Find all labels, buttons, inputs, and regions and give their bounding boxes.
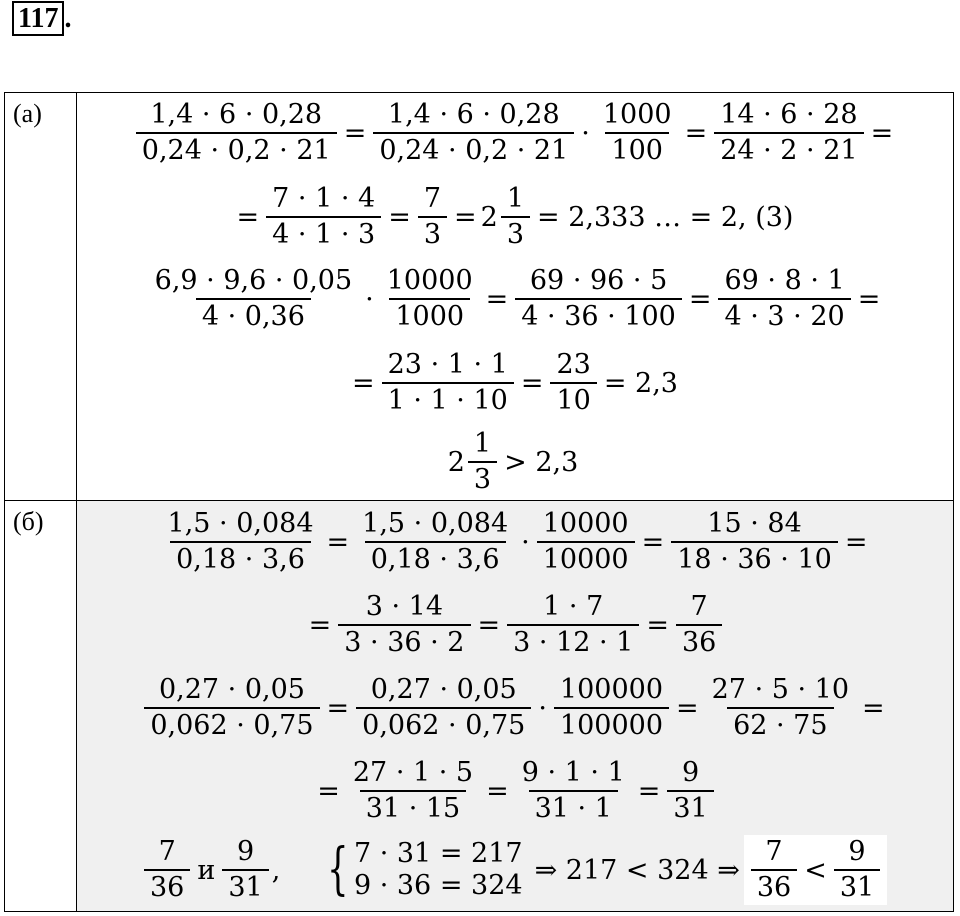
system-line-2: 9 · 36 = 324 [353,870,523,901]
denominator: 3 · 12 · 1 [507,624,639,660]
numerator: 10000 [386,265,473,296]
denominator: 4 · 36 · 100 [515,298,682,334]
fraction [718,264,850,334]
fraction [676,590,722,660]
numerator: 1000 [602,99,672,130]
numerator: 14 · 6 · 28 [720,99,858,130]
numerator: 6,9 · 9,6 · 0,05 [154,265,353,296]
denominator: 0,24 · 0,2 · 21 [373,132,574,168]
equals-sign: = [684,117,708,149]
equals-sign: = [641,526,665,558]
problem-number-box: 117 [12,1,64,36]
equals-sign: = [862,692,885,724]
fraction [356,673,531,743]
numerator: 23 [556,349,591,380]
numerator: 7 [690,591,708,622]
denominator: 1000 [389,298,470,334]
system-lines [354,838,523,902]
denominator: 31 [222,869,268,905]
numerator: 69 · 96 · 5 [529,265,668,296]
numerator: 0,27 · 0,05 [370,674,517,705]
fraction [136,98,337,168]
solution-table [4,92,954,912]
equals-sign: = [485,283,509,315]
numerator: 1 [473,428,492,459]
numerator: 27 · 5 · 10 [711,674,850,705]
equals-sign: = [317,775,340,807]
equals-sign: = [844,526,868,558]
fraction [162,507,320,577]
system-line-1: 7 · 31 = 217 [353,838,523,869]
mixed-number [481,182,533,252]
equals-sign: = [236,201,260,233]
denominator: 31 [834,869,880,905]
part-a-line-3 [77,259,953,339]
fraction [149,264,359,334]
denominator: 4 · 1 · 3 [266,216,381,252]
equals-sign: = [486,775,509,807]
numerator: 1 [506,183,524,214]
numerator: 1,5 · 0,084 [167,508,314,539]
numerator: 0,27 · 0,05 [158,674,305,705]
fraction [714,98,863,168]
equals-sign: = [477,609,501,641]
equals-sign: = [870,117,894,149]
fraction [144,835,190,905]
denominator: 3 [418,216,447,252]
problem-number-suffix: . [64,3,72,34]
numerator: 3 · 14 [365,591,444,622]
numerator: 15 · 84 [707,508,802,539]
equals-sign: = [520,367,544,399]
part-b-line-3 [77,667,953,749]
multiply-sign: · [365,283,374,315]
equals-sign: = [388,201,411,233]
comparison-result [744,835,887,905]
less-than-sign: < [804,854,827,886]
equals-sign: = [454,201,477,233]
numerator: 9 [848,836,866,867]
fraction [516,756,631,826]
comparison-result [444,427,587,497]
numerator: 1 · 7 [543,591,604,622]
numerator: 10000 [542,508,629,539]
multiply-sign: · [538,692,547,724]
fraction [381,264,479,334]
fraction [554,673,669,743]
multiply-sign: · [581,117,590,149]
numerator: 27 · 1 · 5 [352,757,474,788]
result-text: = 2,333 … = 2, (3) [537,201,794,233]
part-a-content [77,93,953,500]
fraction [834,835,880,905]
denominator: 36 [144,869,190,905]
fraction [347,756,479,826]
numerator: 7 [158,836,176,867]
fraction [373,98,574,168]
numerator: 1,5 · 0,084 [362,508,509,539]
fraction [222,835,268,905]
part-a-label: (а) [5,93,77,500]
denominator: 0,062 · 0,75 [356,707,531,743]
part-a-row [5,93,953,501]
problem-number [12,4,71,34]
fraction [671,507,838,577]
part-b-label: (б) [5,501,77,911]
fraction [418,182,447,252]
equals-sign: = [308,609,332,641]
denominator: 31 · 15 [360,790,466,826]
equals-sign: = [646,609,669,641]
part-b-line-4 [77,751,953,831]
fraction [550,348,596,418]
fraction [507,590,639,660]
comma: , [271,854,281,886]
equals-sign: = [343,117,367,149]
denominator: 100000 [554,707,669,743]
equals-sign: = [326,692,350,724]
equals-sign: = [688,283,712,315]
denominator: 4 · 3 · 20 [718,298,850,334]
equals-sign: = [637,775,661,807]
left-brace-icon: { [327,837,349,902]
denominator: 24 · 2 · 21 [714,132,863,168]
part-b-line-5 [77,831,953,909]
part-a-line-5 [77,425,953,499]
equals-sign: = [676,692,699,724]
denominator: 4 · 0,36 [196,298,311,334]
denominator: 3 · 36 · 2 [338,624,470,660]
denominator: 100 [605,132,669,168]
fraction [266,182,381,252]
whole-part: 2 [447,446,465,478]
multiply-sign: · [521,526,530,558]
denominator: 0,18 · 3,6 [365,541,506,577]
fraction [751,835,797,905]
numerator: 7 [423,183,441,214]
denominator: 10000 [537,541,635,577]
denominator: 10 [550,382,596,418]
equals-sign: = [352,367,375,399]
part-b-line-2 [77,585,953,665]
part-b-row [5,501,953,911]
denominator: 62 · 75 [727,707,833,743]
fraction [706,673,855,743]
denominator: 18 · 36 · 10 [671,541,838,577]
denominator: 3 [468,461,497,497]
numerator: 9 [681,757,700,788]
whole-part: 2 [480,201,498,233]
numerator: 7 · 1 · 4 [272,183,376,214]
denominator: 0,18 · 3,6 [170,541,311,577]
part-a-line-1 [77,93,953,173]
numerator: 1,4 · 6 · 0,28 [150,99,323,130]
numerator: 7 [765,836,783,867]
denominator: 1 · 1 · 10 [382,382,514,418]
fraction [468,427,497,497]
result-text: = 2,3 [603,367,678,399]
fraction [537,507,635,577]
implication-text: ⇒ 217 < 324 ⇒ [534,854,740,886]
denominator: 3 [501,216,530,252]
denominator: 0,24 · 0,2 · 21 [136,132,337,168]
fraction [356,507,514,577]
fraction [597,98,678,168]
numerator: 1,4 · 6 · 0,28 [387,99,560,130]
denominator: 36 [751,869,797,905]
part-b-line-1 [77,501,953,583]
numerator: 23 · 1 · 1 [387,349,508,380]
numerator: 9 · 1 · 1 [521,757,625,788]
numerator: 9 [236,836,255,867]
part-a-line-4 [77,343,953,423]
fraction [515,264,682,334]
denominator: 31 · 1 [529,790,618,826]
part-b-content [77,501,953,911]
equals-sign: = [326,526,350,558]
fraction [338,590,470,660]
conjunction-text: и [197,854,216,886]
fraction [144,673,319,743]
fraction [667,756,713,826]
fraction [501,182,530,252]
equals-sign: = [857,283,881,315]
equation-system [320,838,522,902]
part-a-line-2 [77,179,953,255]
denominator: 36 [676,624,722,660]
fraction [382,348,514,418]
denominator: 31 [667,790,713,826]
numerator: 69 · 8 · 1 [724,265,845,296]
result-text: > 2,3 [504,446,579,478]
denominator: 0,062 · 0,75 [144,707,319,743]
numerator: 100000 [559,674,663,705]
